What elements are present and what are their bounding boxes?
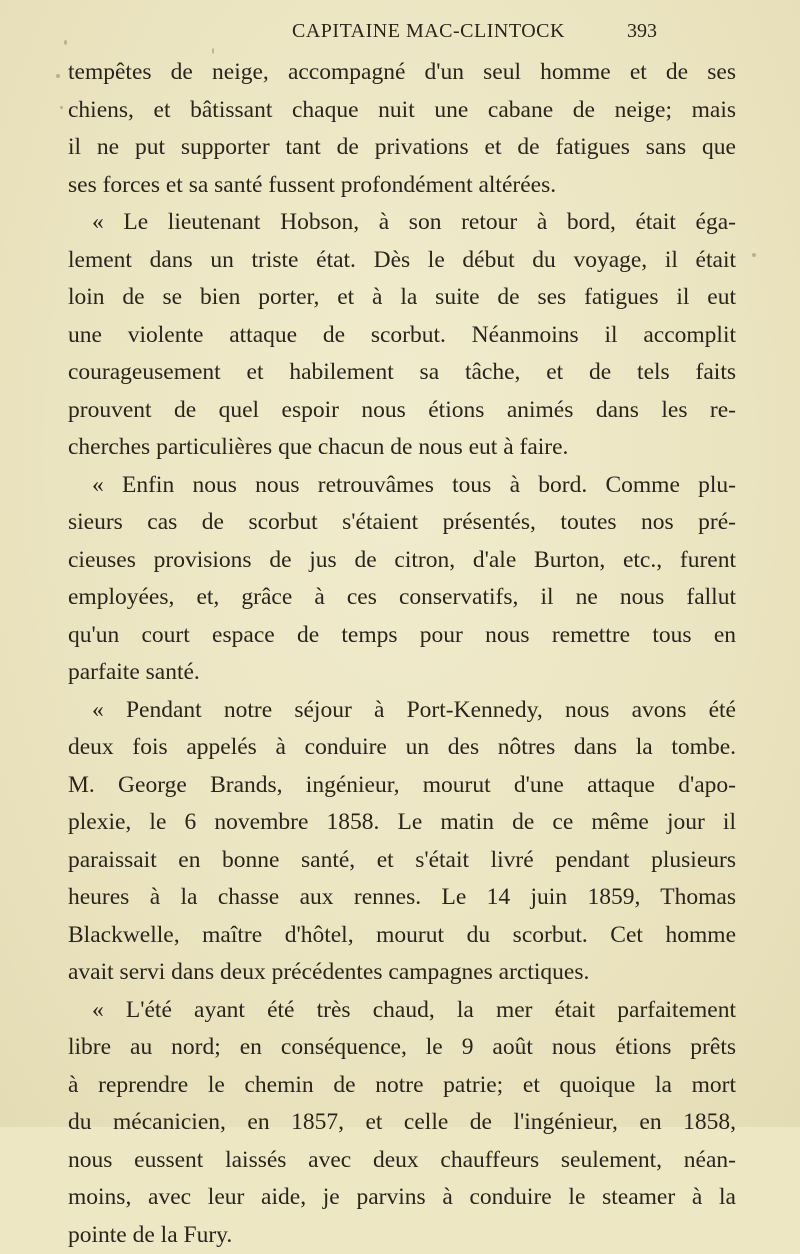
text-line: il ne put supporter tant de privations et de fatigues sans que [68,129,736,167]
body-text [68,54,736,1254]
running-title: CAPITAINE MAC-CLINTOCK [292,20,565,43]
text-line: cieuses provisions de jus de citron, d'ale Burton, etc., furent [68,542,736,580]
text-line: moins, avec leur aide, je parvins à conduire le steamer à la [68,1179,736,1217]
paper-speck [56,74,60,78]
text-line: plexie, le 6 novembre 1858. Le matin de ce même jour il [68,804,736,842]
text-line: ses forces et sa santé fussent profondément altérées. [68,167,736,205]
text-line: cherches particulières que chacun de nous eut à faire. [68,429,736,467]
text-line: lement dans un triste état. Dès le début du voyage, il était [68,242,736,280]
text-line: « Pendant notre séjour à Port-Kennedy, nous avons été [68,692,736,730]
text-line: pointe de la Fury. [68,1217,736,1254]
text-line: loin de se bien porter, et à la suite de ses fatigues il eut [68,279,736,317]
text-line: employées, et, grâce à ces conservatifs, il ne nous fallut [68,579,736,617]
text-line: courageusement et habilement sa tâche, et de tels faits [68,354,736,392]
text-line: nous eussent laissés avec deux chauffeurs seulement, néan- [68,1142,736,1180]
text-line: prouvent de quel espoir nous étions animés dans les re- [68,392,736,430]
text-line: à reprendre le chemin de notre patrie; et quoique la mort [68,1067,736,1105]
text-line: « Enfin nous nous retrouvâmes tous à bord. Comme plu- [68,467,736,505]
text-line: libre au nord; en conséquence, le 9 août nous étions prêts [68,1029,736,1067]
paper-speck [212,48,214,54]
text-line: tempêtes de neige, accompagné d'un seul homme et de ses [68,54,736,92]
text-line: chiens, et bâtissant chaque nuit une cabane de neige; mais [68,92,736,130]
text-line: parfaite santé. [68,654,736,692]
running-header [0,10,800,44]
paper-speck [64,40,67,45]
text-line: heures à la chasse aux rennes. Le 14 juin 1859, Thomas [68,879,736,917]
text-line: du mécanicien, en 1857, et celle de l'ingénieur, en 1858, [68,1104,736,1142]
text-line: qu'un court espace de temps pour nous remettre tous en [68,617,736,655]
paper-speck [752,253,756,257]
page-number: 393 [627,20,657,43]
text-line: une violente attaque de scorbut. Néanmoins il accomplit [68,317,736,355]
text-line: M. George Brands, ingénieur, mourut d'une attaque d'apo- [68,767,736,805]
text-line: sieurs cas de scorbut s'étaient présentés, toutes nos pré- [68,504,736,542]
text-line: « L'été ayant été très chaud, la mer était parfaitement [68,992,736,1030]
text-line: avait servi dans deux précédentes campagnes arctiques. [68,954,736,992]
text-line: « Le lieutenant Hobson, à son retour à bord, était éga- [68,204,736,242]
text-line: paraissait en bonne santé, et s'était livré pendant plusieurs [68,842,736,880]
text-line: deux fois appelés à conduire un des nôtres dans la tombe. [68,729,736,767]
text-line: Blackwelle, maître d'hôtel, mourut du scorbut. Cet homme [68,917,736,955]
paper-speck [60,106,63,109]
